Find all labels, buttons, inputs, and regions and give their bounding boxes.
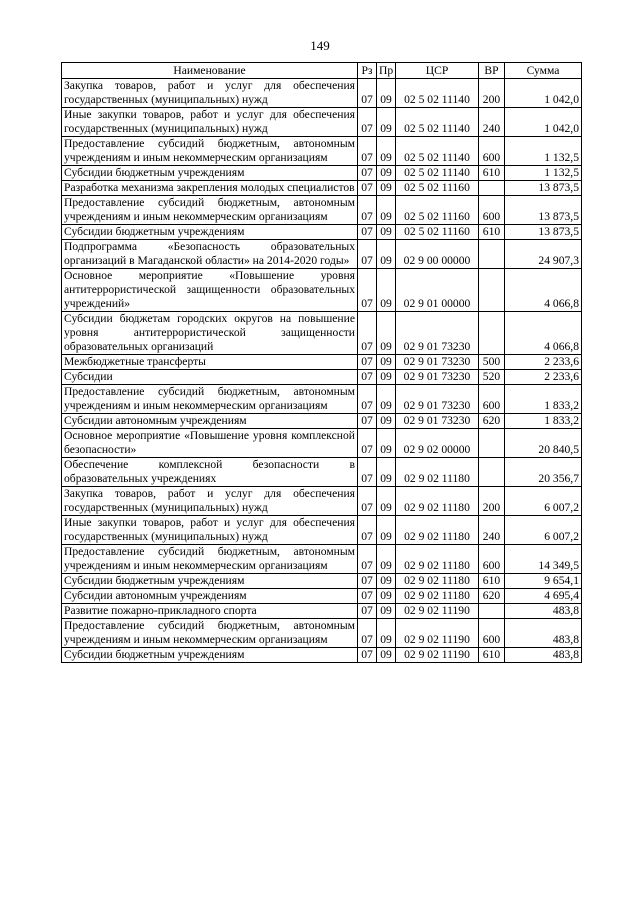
row-name: Основное мероприятие «Повышение уровня комплексной безопасности» [62, 429, 358, 458]
row-rz: 07 [358, 269, 377, 312]
row-name: Предоставление субсидий бюджетным, автономным учреждениям и иным некоммерческим организациям [62, 619, 358, 648]
row-name: Субсидии бюджетным учреждениям [62, 574, 358, 589]
row-rz: 07 [358, 458, 377, 487]
row-sum: 13 873,5 [505, 196, 582, 225]
row-csr: 02 9 02 11190 [396, 604, 479, 619]
table-row [62, 196, 582, 225]
row-rz: 07 [358, 108, 377, 137]
row-name: Субсидии автономным учреждениям [62, 414, 358, 429]
row-rz: 07 [358, 181, 377, 196]
table-row [62, 545, 582, 574]
row-pr: 09 [377, 370, 396, 385]
row-pr: 09 [377, 108, 396, 137]
row-vr: 500 [479, 355, 505, 370]
row-csr: 02 9 01 73230 [396, 385, 479, 414]
row-rz: 07 [358, 137, 377, 166]
row-vr: 240 [479, 516, 505, 545]
row-vr [479, 269, 505, 312]
row-sum: 483,8 [505, 648, 582, 663]
row-pr: 09 [377, 196, 396, 225]
header-vr: ВР [479, 63, 505, 79]
row-vr [479, 240, 505, 269]
row-name: Субсидии бюджетам городских округов на повышение уровня антитеррористической защищенности образовательных организаций [62, 312, 358, 355]
row-csr: 02 9 01 73230 [396, 414, 479, 429]
row-rz: 07 [358, 589, 377, 604]
row-rz: 07 [358, 516, 377, 545]
budget-table [61, 62, 582, 663]
row-pr: 09 [377, 137, 396, 166]
row-sum: 13 873,5 [505, 225, 582, 240]
header-name: Наименование [62, 63, 358, 79]
row-rz: 07 [358, 196, 377, 225]
row-name: Субсидии бюджетным учреждениям [62, 225, 358, 240]
row-name: Предоставление субсидий бюджетным, автономным учреждениям и иным некоммерческим организациям [62, 385, 358, 414]
row-sum: 483,8 [505, 619, 582, 648]
row-vr: 600 [479, 619, 505, 648]
row-vr [479, 604, 505, 619]
table-row [62, 458, 582, 487]
row-csr: 02 5 02 11160 [396, 225, 479, 240]
table-row [62, 589, 582, 604]
row-csr: 02 5 02 11160 [396, 181, 479, 196]
row-rz: 07 [358, 355, 377, 370]
header-pr: Пр [377, 63, 396, 79]
row-pr: 09 [377, 516, 396, 545]
header-row [62, 63, 582, 79]
row-name: Предоставление субсидий бюджетным, автономным учреждениям и иным некоммерческим организациям [62, 137, 358, 166]
row-vr: 610 [479, 574, 505, 589]
row-vr: 520 [479, 370, 505, 385]
row-name: Закупка товаров, работ и услуг для обеспечения государственных (муниципальных) нужд [62, 487, 358, 516]
row-vr: 600 [479, 196, 505, 225]
row-sum: 1 132,5 [505, 166, 582, 181]
row-csr: 02 9 01 00000 [396, 269, 479, 312]
row-pr: 09 [377, 648, 396, 663]
row-sum: 13 873,5 [505, 181, 582, 196]
row-sum: 2 233,6 [505, 355, 582, 370]
row-pr: 09 [377, 385, 396, 414]
row-pr: 09 [377, 604, 396, 619]
row-pr: 09 [377, 79, 396, 108]
table-row [62, 79, 582, 108]
row-rz: 07 [358, 79, 377, 108]
row-rz: 07 [358, 545, 377, 574]
header-rz: Рз [358, 63, 377, 79]
row-rz: 07 [358, 574, 377, 589]
row-pr: 09 [377, 589, 396, 604]
table-row [62, 240, 582, 269]
row-name: Разработка механизма закрепления молодых специалистов [62, 181, 358, 196]
row-vr: 610 [479, 648, 505, 663]
row-pr: 09 [377, 429, 396, 458]
table-row [62, 181, 582, 196]
row-sum: 483,8 [505, 604, 582, 619]
row-csr: 02 9 02 11190 [396, 619, 479, 648]
row-rz: 07 [358, 619, 377, 648]
row-sum: 24 907,3 [505, 240, 582, 269]
table-row [62, 574, 582, 589]
row-csr: 02 5 02 11160 [396, 196, 479, 225]
row-sum: 6 007,2 [505, 487, 582, 516]
row-vr [479, 458, 505, 487]
row-vr: 200 [479, 79, 505, 108]
row-vr: 600 [479, 545, 505, 574]
row-pr: 09 [377, 181, 396, 196]
row-pr: 09 [377, 225, 396, 240]
row-name: Субсидии бюджетным учреждениям [62, 648, 358, 663]
row-vr: 240 [479, 108, 505, 137]
row-pr: 09 [377, 355, 396, 370]
row-csr: 02 9 02 11180 [396, 574, 479, 589]
row-csr: 02 9 02 11190 [396, 648, 479, 663]
row-name: Закупка товаров, работ и услуг для обеспечения государственных (муниципальных) нужд [62, 79, 358, 108]
row-csr: 02 9 02 11180 [396, 487, 479, 516]
table-row [62, 619, 582, 648]
row-sum: 2 233,6 [505, 370, 582, 385]
row-vr: 600 [479, 137, 505, 166]
row-pr: 09 [377, 619, 396, 648]
table-row [62, 312, 582, 355]
row-sum: 20 840,5 [505, 429, 582, 458]
row-vr [479, 181, 505, 196]
row-sum: 4 066,8 [505, 269, 582, 312]
row-name: Иные закупки товаров, работ и услуг для обеспечения государственных (муниципальных) нужд [62, 516, 358, 545]
row-sum: 20 356,7 [505, 458, 582, 487]
header-sum: Сумма [505, 63, 582, 79]
row-rz: 07 [358, 385, 377, 414]
table-row [62, 355, 582, 370]
row-csr: 02 9 02 11180 [396, 458, 479, 487]
row-csr: 02 9 02 11180 [396, 516, 479, 545]
row-name: Подпрограмма «Безопасность образовательных организаций в Магаданской области» на 2014-2020 годы» [62, 240, 358, 269]
row-sum: 4 066,8 [505, 312, 582, 355]
table-row [62, 108, 582, 137]
table-row [62, 414, 582, 429]
row-csr: 02 9 01 73230 [396, 370, 479, 385]
row-csr: 02 5 02 11140 [396, 108, 479, 137]
row-csr: 02 9 01 73230 [396, 355, 479, 370]
row-pr: 09 [377, 269, 396, 312]
row-csr: 02 9 00 00000 [396, 240, 479, 269]
row-vr: 620 [479, 589, 505, 604]
table-row [62, 370, 582, 385]
row-pr: 09 [377, 240, 396, 269]
row-vr: 600 [479, 385, 505, 414]
row-sum: 1 833,2 [505, 414, 582, 429]
row-rz: 07 [358, 429, 377, 458]
row-rz: 07 [358, 648, 377, 663]
table-row [62, 166, 582, 181]
row-csr: 02 5 02 11140 [396, 79, 479, 108]
row-rz: 07 [358, 604, 377, 619]
row-rz: 07 [358, 414, 377, 429]
row-vr [479, 312, 505, 355]
table-row [62, 137, 582, 166]
row-vr: 610 [479, 225, 505, 240]
row-sum: 6 007,2 [505, 516, 582, 545]
row-name: Межбюджетные трансферты [62, 355, 358, 370]
row-name: Основное мероприятие «Повышение уровня антитеррористической защищенности образовательных учреждений» [62, 269, 358, 312]
table-row [62, 516, 582, 545]
table-row [62, 648, 582, 663]
row-vr: 610 [479, 166, 505, 181]
row-vr: 200 [479, 487, 505, 516]
row-sum: 1 042,0 [505, 79, 582, 108]
row-sum: 1 833,2 [505, 385, 582, 414]
table-row [62, 487, 582, 516]
row-pr: 09 [377, 458, 396, 487]
row-sum: 1 042,0 [505, 108, 582, 137]
row-name: Предоставление субсидий бюджетным, автономным учреждениям и иным некоммерческим организациям [62, 545, 358, 574]
row-rz: 07 [358, 240, 377, 269]
header-csr: ЦСР [396, 63, 479, 79]
row-csr: 02 9 02 11180 [396, 589, 479, 604]
row-rz: 07 [358, 225, 377, 240]
row-rz: 07 [358, 487, 377, 516]
table-row [62, 269, 582, 312]
row-name: Субсидии бюджетным учреждениям [62, 166, 358, 181]
row-csr: 02 5 02 11140 [396, 166, 479, 181]
row-name: Предоставление субсидий бюджетным, автономным учреждениям и иным некоммерческим организациям [62, 196, 358, 225]
table-header [62, 63, 582, 79]
table-row [62, 225, 582, 240]
table-row [62, 385, 582, 414]
row-pr: 09 [377, 574, 396, 589]
page-number: 149 [310, 38, 330, 53]
row-csr: 02 9 02 00000 [396, 429, 479, 458]
row-vr: 620 [479, 414, 505, 429]
row-pr: 09 [377, 414, 396, 429]
row-rz: 07 [358, 312, 377, 355]
row-name: Иные закупки товаров, работ и услуг для обеспечения государственных (муниципальных) нужд [62, 108, 358, 137]
row-rz: 07 [358, 166, 377, 181]
row-pr: 09 [377, 487, 396, 516]
row-csr: 02 5 02 11140 [396, 137, 479, 166]
row-rz: 07 [358, 370, 377, 385]
row-pr: 09 [377, 545, 396, 574]
table-row [62, 604, 582, 619]
table-row [62, 429, 582, 458]
row-name: Субсидии автономным учреждениям [62, 589, 358, 604]
row-sum: 1 132,5 [505, 137, 582, 166]
row-csr: 02 9 02 11180 [396, 545, 479, 574]
row-sum: 9 654,1 [505, 574, 582, 589]
row-name: Обеспечение комплексной безопасности в образовательных учреждениях [62, 458, 358, 487]
row-csr: 02 9 01 73230 [396, 312, 479, 355]
row-sum: 4 695,4 [505, 589, 582, 604]
row-pr: 09 [377, 312, 396, 355]
row-sum: 14 349,5 [505, 545, 582, 574]
table-body [62, 79, 582, 663]
row-vr [479, 429, 505, 458]
row-pr: 09 [377, 166, 396, 181]
row-name: Развитие пожарно-прикладного спорта [62, 604, 358, 619]
row-name: Субсидии [62, 370, 358, 385]
